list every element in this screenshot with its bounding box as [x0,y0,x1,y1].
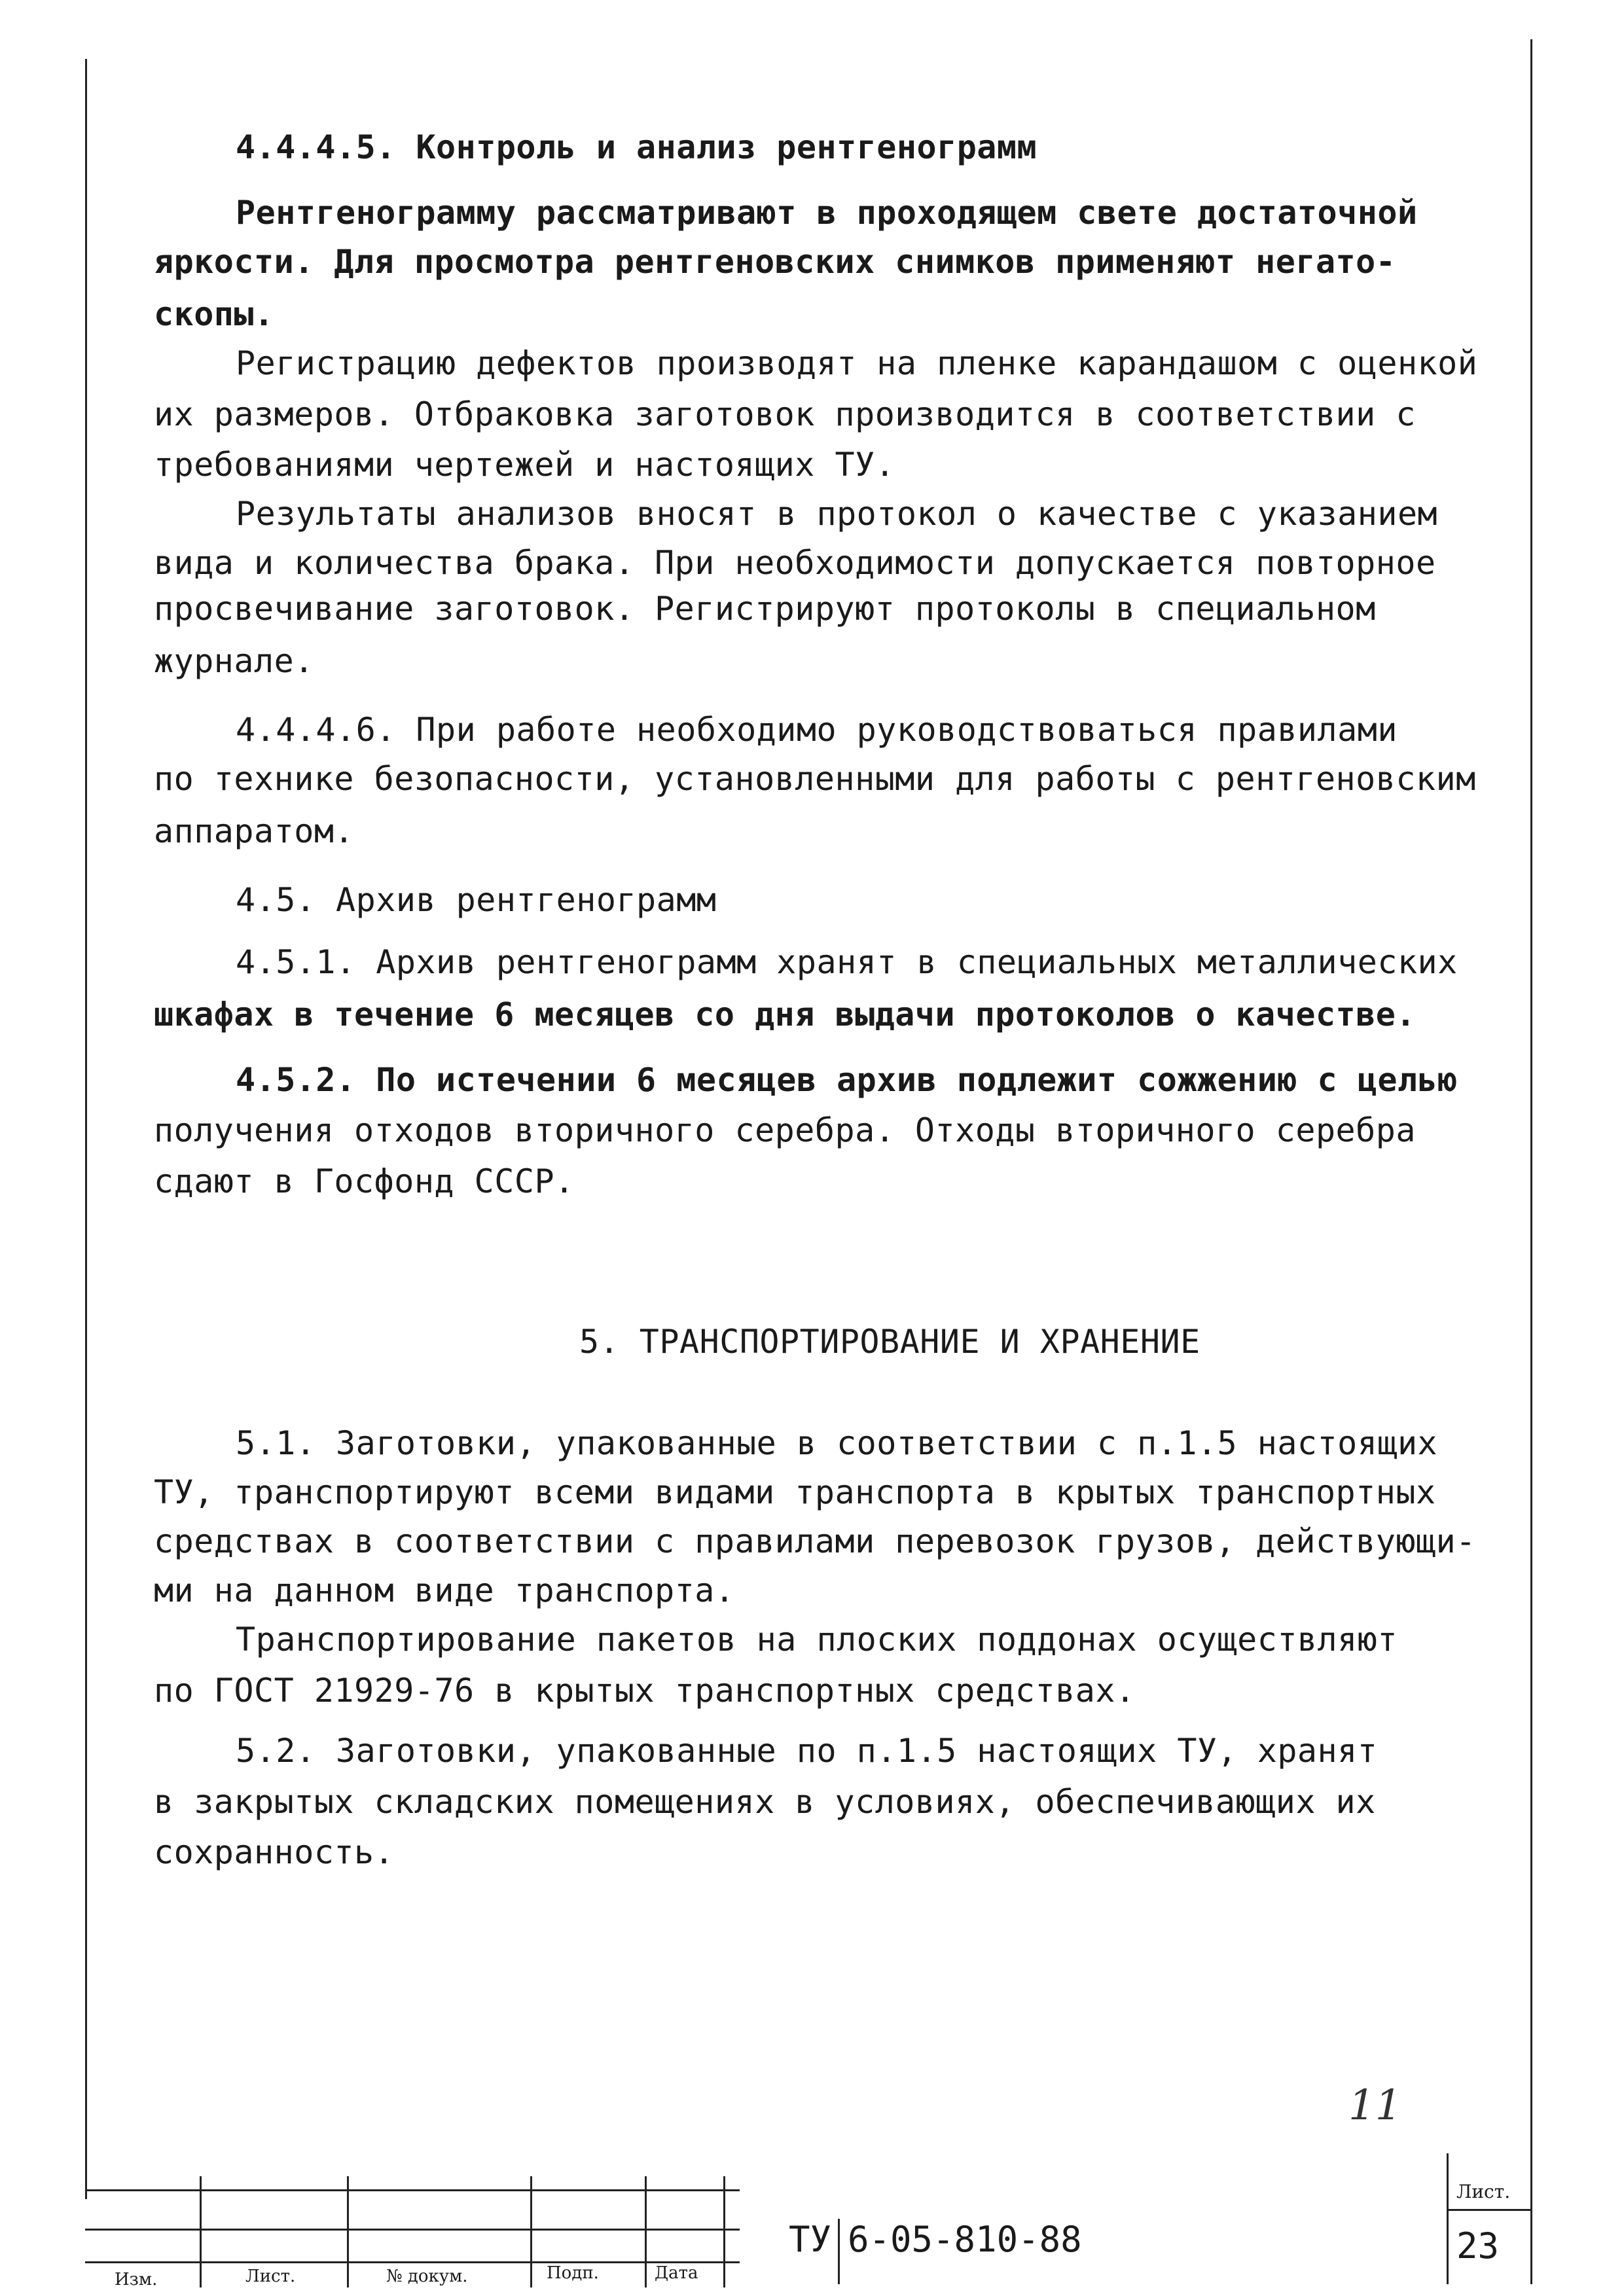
paragraph-line: яркости. Для просмотра рентгеновских снимков применяют негато- [154,243,1396,281]
paragraph-line: ТУ, транспортируют всеми видами транспорта в крытых транспортных [154,1473,1436,1511]
stamp-label-doc-number: № докум. [386,2267,468,2286]
paragraph-line: в закрытых складских помещениях в условиях, обеспечивающих их [154,1783,1376,1821]
paragraph-line: журнале. [154,642,314,680]
paragraph-line: шкафах в течение 6 месяцев со дня выдачи протоколов о качестве. [154,996,1416,1033]
doc-code-prefix: ТУ [789,2219,832,2260]
paragraph-line: 5.1. Заготовки, упакованные в соответствии с п.1.5 настоящих [236,1424,1438,1462]
stamp-label-list: Лист. [245,2267,296,2286]
paragraph-line: просвечивание заготовок. Регистрируют протоколы в специальном [154,590,1376,628]
paragraph-line: Рентгенограмму рассматривают в проходящем свете достаточной [236,194,1418,232]
paragraph-line: 4.4.4.6. При работе необходимо руководствоваться правилами [236,711,1398,749]
paragraph-line: по технике безопасности, установленными для работы с рентгеновским [154,760,1476,798]
stamp-label-date: Дата [655,2263,698,2283]
paragraph-line: получения отходов вторичного серебра. Отходы вторичного серебра [154,1111,1416,1149]
paragraph-line: сохранность. [154,1833,395,1871]
heading-section-5: 5. ТРАНСПОРТИРОВАНИЕ И ХРАНЕНИЕ [579,1323,1200,1361]
paragraph-line: Результаты анализов вносят в протокол о качестве с указанием [236,495,1438,533]
handwritten-page-number: 11 [1348,2081,1402,2130]
doc-code: 6-05-810-88 [848,2219,1082,2260]
right-margin-line [1530,39,1532,2284]
paragraph-line: по ГОСТ 21929-76 в крытых транспортных средствах. [154,1672,1136,1710]
sheet-label: Лист. [1456,2181,1511,2202]
paragraph-line: вида и количества брака. При необходимости допускается повторное [154,544,1436,582]
heading-4-5: 4.5. Архив рентгенограмм [236,881,717,919]
paragraph-line: требованиями чертежей и настоящих ТУ. [154,446,895,484]
sheet-number: 23 [1456,2225,1500,2267]
paragraph-line: Транспортирование пакетов на плоских поддонах осуществляют [236,1621,1398,1659]
paragraph-line: сдают в Госфонд СССР. [154,1162,575,1200]
paragraph-line: средствах в соответствии с правилами перевозок грузов, действующи- [154,1522,1476,1560]
paragraph-line: их размеров. Отбраковка заготовок производится в соответствии с [154,395,1416,433]
paragraph-line: ми на данном виде транспорта. [154,1571,735,1609]
paragraph-line: Регистрацию дефектов производят на пленке карандашом с оценкой [236,344,1478,382]
stamp-label-signature: Подп. [547,2263,599,2283]
paragraph-line: 4.5.1. Архив рентгенограмм хранят в специальных металлических [236,943,1458,981]
stamp-label-izm: Изм. [115,2270,158,2289]
paragraph-line: скопы. [154,295,274,333]
paragraph-line: 5.2. Заготовки, упакованные по п.1.5 настоящих ТУ, хранят [236,1732,1378,1770]
paragraph-line: аппаратом. [154,812,355,850]
heading-4-4-4-5: 4.4.4.5. Контроль и анализ рентгенограмм [236,128,1038,166]
left-margin-line [85,59,87,2199]
paragraph-line: 4.5.2. По истечении 6 месяцев архив подлежит сожжению с целью [236,1061,1458,1099]
